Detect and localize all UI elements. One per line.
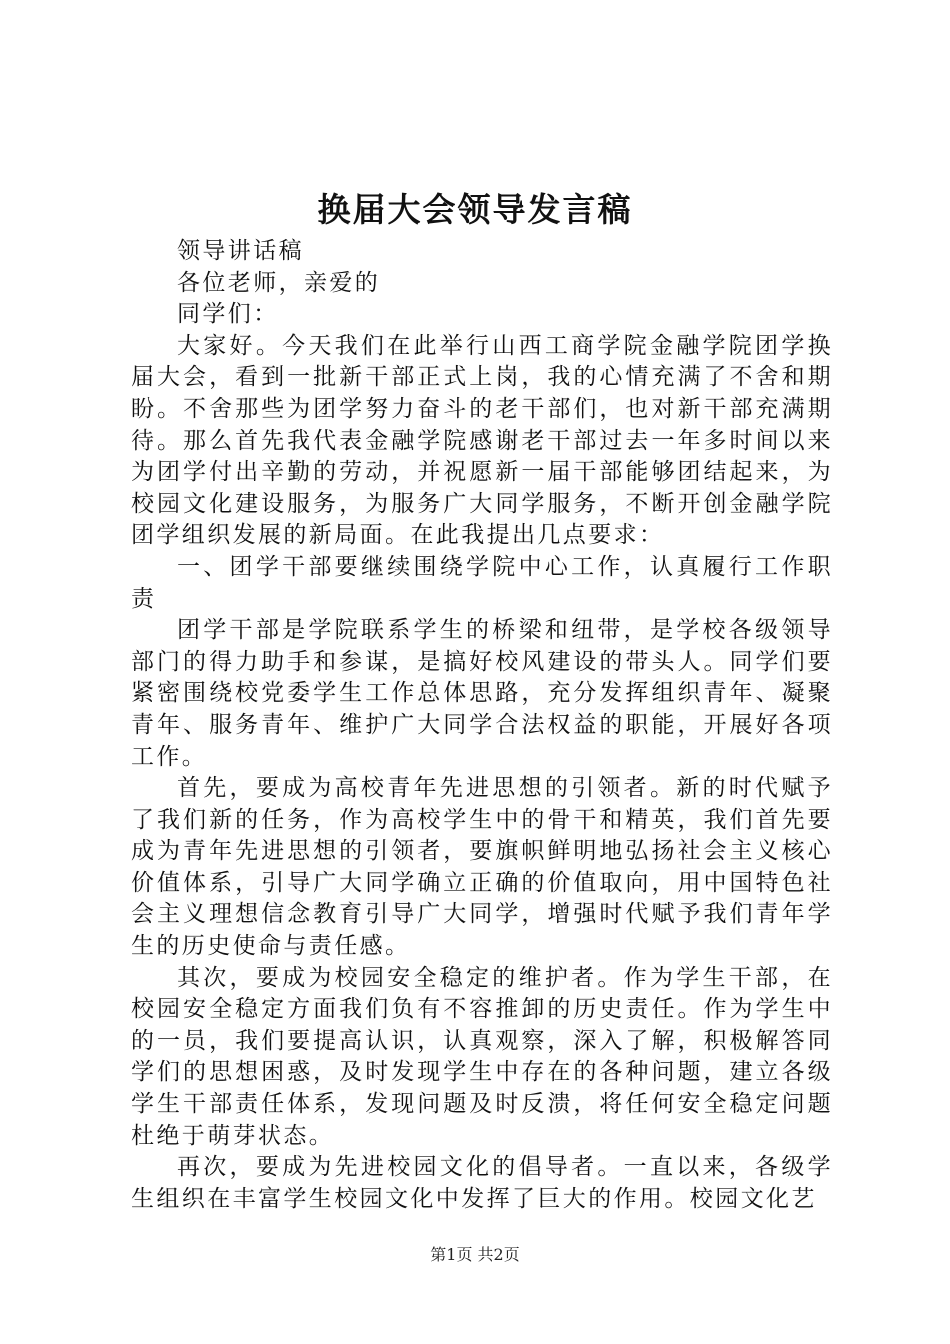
paragraph-intro: 大家好。今天我们在此举行山西工商学院金融学院团学换届大会，看到一批新干部正式上岗，我的心情充满了不舍和期盼。不舍那些为团学努力奋斗的老干部们，也对新干部充满期待。那么首先我代表金融学院感谢老干部过去一年多时间以来为团学付出辛勤的劳动，并祝愿新一届干部能够团结起来，为校园文化建设服务，为服务广大同学服务，不断开创金融学院团学组织发展的新局面。在此我提出几点要求： <box>131 332 833 549</box>
paragraph-salutation-cont: 同学们： <box>177 301 279 328</box>
paragraph-salutation: 各位老师，亲爱的 <box>177 269 381 296</box>
document-title: 换届大会领导发言稿 <box>317 190 633 229</box>
paragraph-second-point: 其次，要成为校园安全稳定的维护者。作为学生干部，在校园安全稳定方面我们负有不容推卸的历史责任。作为学生中的一员，我们要提高认识，认真观察，深入了解，积极解答同学们的思想困惑，及时发现学生中存在的各种问题，建立各级学生干部责任体系，发现问题及时反溃，将任何安全稳定问题杜绝于萌芽状态。 <box>131 964 833 1149</box>
page-footer: 第1页 共2页 <box>430 1245 520 1264</box>
paragraph-third-point: 再次，要成为先进校园文化的倡导者。一直以来，各级学生组织在丰富学生校园文化中发挥了巨大的作用。校园文化艺 <box>131 1154 833 1212</box>
paragraph-body-1: 团学干部是学院联系学生的桥梁和纽带，是学校各级领导部门的得力助手和参谋，是搞好校风建设的带头人。同学们要紧密围绕校党委学生工作总体思路，充分发挥组织青年、凝聚青年、服务青年、维护广大同学合法权益的职能，开展好各项工作。 <box>131 617 833 770</box>
document-body <box>131 236 833 1215</box>
paragraph-first-point: 首先，要成为高校青年先进思想的引领者。新的时代赋予了我们新的任务，作为高校学生中的骨干和精英，我们首先要成为青年先进思想的引领者，要旗帜鲜明地弘扬社会主义核心价值体系，引导广大同学确立正确的价值取向，用中国特色社会主义理想信念教育引导广大同学，增强时代赋予我们青年学生的历史使命与责任感。 <box>131 775 833 960</box>
paragraph-label: 领导讲话稿 <box>177 238 304 264</box>
paragraph-heading-1: 一、团学干部要继续围绕学院中心工作，认真履行工作职责 <box>131 553 833 612</box>
